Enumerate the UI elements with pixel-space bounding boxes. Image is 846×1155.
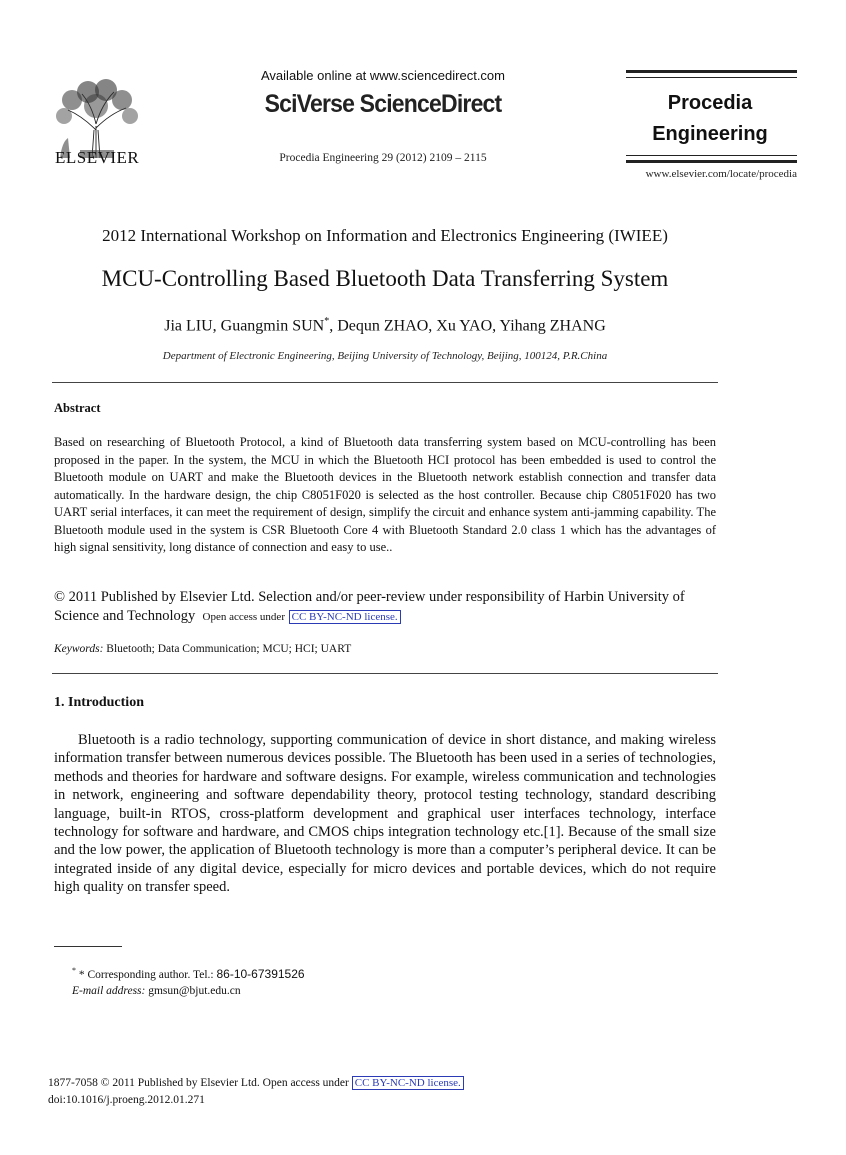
footer-license-link[interactable]: CC BY-NC-ND license. [352,1076,464,1090]
abstract-body: Based on researching of Bluetooth Protocol, a kind of Bluetooth data transferring system based on MCU-controlling has been proposed in the paper. In the system, the MCU in which the Bluetooth HCI protocol has been embedded is used to control the Bluetooth module on UART and make the Bluetooth devices in the Bluetooth network establish connection and transfer data automatically. In the hardware design, the chip C8051F020 is selected as the host controller. Because chip C8051F020 has two UART serial interfaces, it can meet the requirement of design, simplify the circuit and enhance system anti-jamming capability. The Bluetooth module used in the system is CSR Bluetooth Core 4 with Bluetooth Standard 2.0 class 1 which has the advantages of high signal sensitivity, long distance of connection and easy to use.. [54,435,716,554]
journal-title-line2: Engineering [652,123,768,145]
email-label: E-mail address: [72,985,146,997]
email-address-link[interactable]: gmsun@bjut.edu.cn [148,985,241,997]
license-link[interactable]: CC BY-NC-ND license. [289,610,401,624]
footer-issn [48,1077,464,1089]
keywords-label: Keywords: [54,643,104,655]
journal-citation: Procedia Engineering 29 (2012) 2109 – 2115 [279,152,487,164]
footnote-telephone: 86-10-67391526 [216,966,305,981]
introduction-heading: 1. Introduction [54,695,144,710]
publisher-name: ELSEVIER [55,148,140,167]
conference-name: 2012 International Workshop on Information and Electronics Engineering (IWIEE) [102,226,668,245]
divider-bottom [52,673,718,674]
copyright-text: © 2011 Published by Elsevier Ltd. Selection and/or peer-review under responsibility of Harbin University of Science and Technology [54,589,685,624]
sciverse-sciencedirect-logo: SciVerse ScienceDirect [264,88,502,118]
footnote-star: * [72,966,76,975]
available-online-text: Available online at www.sciencedirect.com [261,68,505,83]
copyright-statement [54,588,718,627]
open-access-label: Open access under [202,611,285,623]
affiliation: Department of Electronic Engineering, Beijing University of Technology, Beijing, 100124, P.R.China [162,350,608,362]
authors [0,316,770,335]
footnote-rule [54,946,122,947]
authors-after: , Dequn ZHAO, Xu YAO, Yihang ZHANG [329,317,606,335]
journal-title-line1: Procedia [667,92,753,114]
journal-rule-bottom-thin [626,155,797,156]
journal-rule-bottom [626,160,797,163]
journal-url-link[interactable]: www.elsevier.com/locate/procedia [645,168,797,180]
introduction-body: Bluetooth is a radio technology, supporting communication of device in short distance, and making wireless information transfer between numerous devices possible. The Bluetooth has been used in a series of technologies, methods and theories for hardware and software designs. For example, wireless communication and technologies in network, engineering and software dependability theory, protocol testing technology, standard describing language, built-in RTOS, cross-platform development and graphical user interfaces technology, interface technology for software and hardware, and CMOS chips integration technology etc.[1]. Because of the small size and the low power, the application of Bluetooth technology is more than a computer’s peripheral device. It can be integrated inside of any digital device, especially for micro devices and portable devices, which do not require high quality on transfer speed. [54,732,716,896]
footer-doi[interactable]: doi:10.1016/j.proeng.2012.01.271 [48,1094,205,1106]
footnote-email [72,985,241,997]
keywords [54,643,718,655]
corresponding-author-mark[interactable]: * [324,316,330,327]
footnote-corresponding-author [72,966,305,981]
footnote-author-label: * Corresponding author. Tel.: [78,968,214,981]
footer-issn-text: 1877-7058 © 2011 Published by Elsevier Ltd. Open access under [48,1077,349,1089]
paper-title: MCU-Controlling Based Bluetooth Data Transferring System [101,266,669,291]
divider-top [52,382,718,383]
abstract-heading: Abstract [54,401,101,415]
journal-rule-top-thin [626,77,797,78]
journal-rule-top [626,70,797,73]
journal-title [626,88,794,150]
keywords-list: Bluetooth; Data Communication; MCU; HCI; UART [106,643,352,655]
authors-before: Jia LIU, Guangmin SUN [164,317,325,335]
